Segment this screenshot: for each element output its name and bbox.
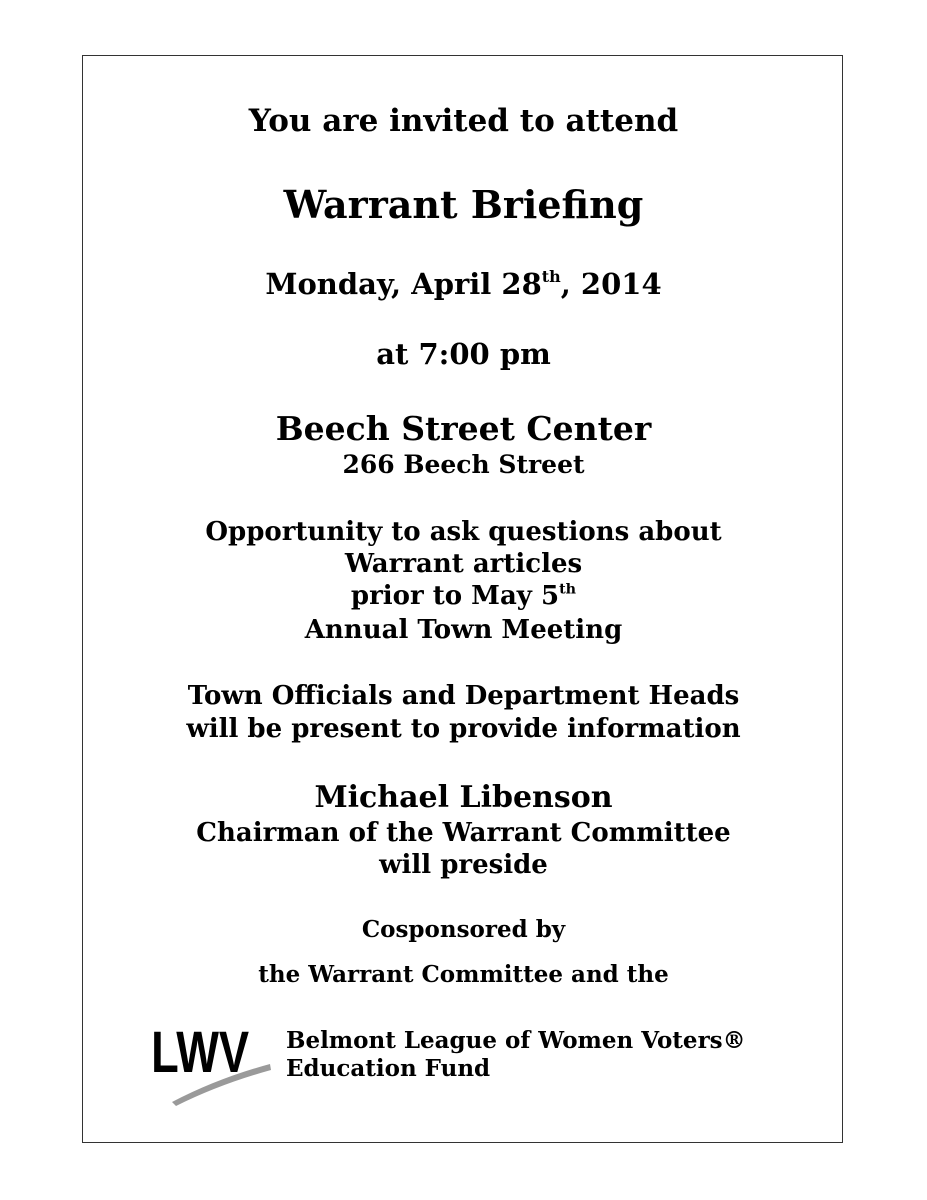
presider-name: Michael Libenson	[314, 780, 613, 815]
lwv-logo-icon	[148, 1018, 274, 1108]
purpose-line-3-text: prior to May 5	[350, 581, 560, 611]
purpose-line-1: Opportunity to ask questions about	[205, 517, 722, 547]
cosponsor-heading: Cosponsored by	[361, 916, 566, 943]
purpose-line-3-ordinal: th	[559, 581, 577, 598]
event-date-main: Monday, April 28	[265, 267, 542, 301]
cosponsor-line: the Warrant Committee and the	[258, 961, 669, 988]
officials-line-2: will be present to provide information	[186, 714, 741, 744]
logo-lettering: LWV	[151, 1020, 250, 1086]
organization-name-line-2: Education Fund	[286, 1055, 491, 1082]
invitation-intro: You are invited to attend	[248, 103, 679, 139]
presider-role: Chairman of the Warrant Committee	[196, 818, 731, 848]
venue-name: Beech Street Center	[275, 409, 652, 448]
event-time: at 7:00 pm	[376, 337, 551, 371]
purpose-line-3	[0, 583, 927, 609]
organization-name-line-1: Belmont League of Women Voters®	[286, 1027, 746, 1054]
presider-action: will preside	[379, 850, 548, 880]
event-date	[0, 267, 927, 301]
venue-address: 266 Beech Street	[342, 450, 585, 479]
event-date-ordinal: th	[541, 267, 561, 287]
purpose-line-4: Annual Town Meeting	[304, 615, 623, 645]
event-date-year: , 2014	[560, 267, 662, 301]
officials-line-1: Town Officials and Department Heads	[187, 681, 740, 711]
event-title: Warrant Briefing	[283, 182, 644, 227]
purpose-line-2: Warrant articles	[344, 549, 583, 579]
